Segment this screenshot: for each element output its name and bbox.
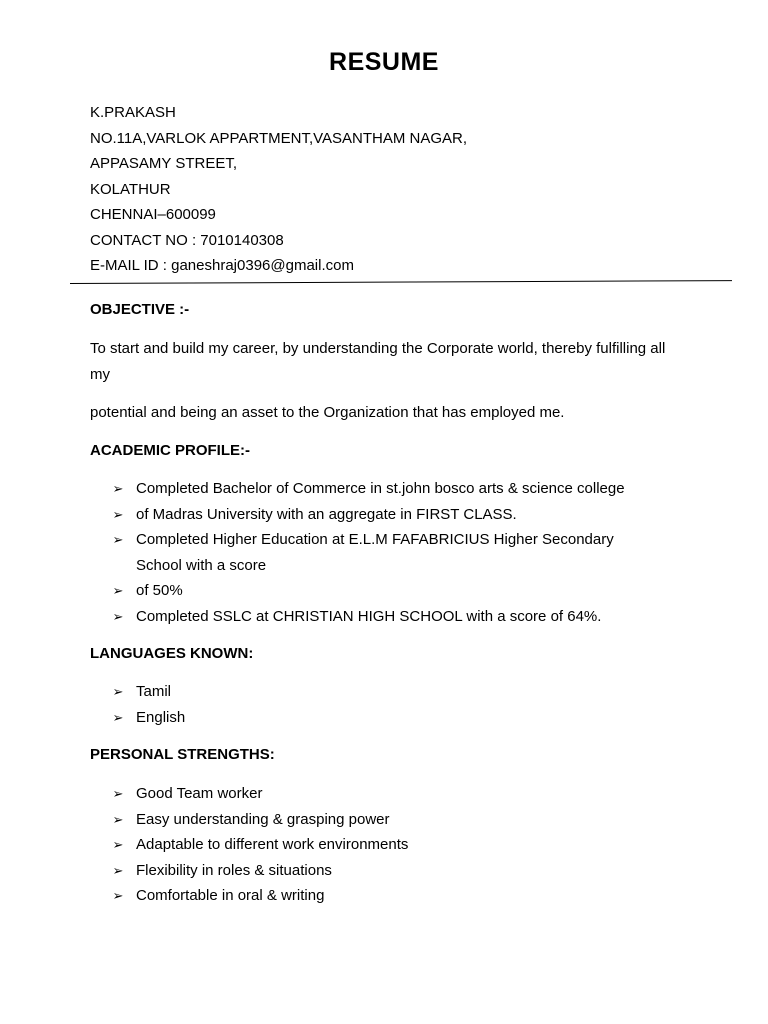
email-id: E-MAIL ID : ganeshraj0396@gmail.com [90,257,354,274]
arrow-bullet-icon: ➢ [112,481,124,496]
strengths-heading: PERSONAL STRENGTHS: [90,746,275,763]
arrow-bullet-icon: ➢ [112,684,124,699]
list-item: ➢ English [110,705,670,731]
arrow-bullet-icon: ➢ [112,786,124,801]
academic-heading: ACADEMIC PROFILE:- [90,442,250,459]
arrow-bullet-icon: ➢ [112,888,124,903]
list-item: ➢ Completed Higher Education at E.L.M FAFABRICIUS Higher Secondary School with a score [110,527,670,578]
objective-heading: OBJECTIVE :- [90,301,190,318]
candidate-name: K.PRAKASH [90,104,176,121]
list-item: ➢ of Madras University with an aggregate in FIRST CLASS. [110,502,670,528]
list-item: ➢ Flexibility in roles & situations [110,858,670,884]
list-item: ➢ Completed Bachelor of Commerce in st.john bosco arts & science college [110,476,670,502]
arrow-bullet-icon: ➢ [112,709,124,725]
list-item: ➢ Good Team worker [110,781,670,807]
arrow-bullet-icon: ➢ [112,506,124,522]
address-line-2: APPASAMY STREET, [90,155,237,172]
strengths-list [110,781,670,909]
address-line-4: CHENNAI–600099 [90,206,216,223]
arrow-bullet-icon: ➢ [112,583,124,598]
arrow-bullet-icon: ➢ [112,811,124,827]
address-line-1: NO.11A,VARLOK APPARTMENT,VASANTHAM NAGAR, [90,129,468,147]
list-item: ➢ Tamil [110,679,670,705]
arrow-bullet-icon: ➢ [112,532,124,547]
arrow-bullet-icon: ➢ [112,608,124,624]
objective-text-2: potential and being an asset to the Organization that has employed me. [90,404,565,421]
languages-list [110,679,670,730]
list-item: ➢ Adaptable to different work environments [110,832,670,858]
academic-list [110,476,670,629]
address-line-3: KOLATHUR [90,180,171,198]
list-item: ➢ Completed SSLC at CHRISTIAN HIGH SCHOOL with a score of 64%. [110,604,670,630]
page-title: RESUME [329,48,439,76]
list-item: ➢ Comfortable in oral & writing [110,883,670,909]
contact-block [90,100,467,279]
languages-heading: LANGUAGES KNOWN: [90,645,254,662]
arrow-bullet-icon: ➢ [112,837,124,852]
contact-number: CONTACT NO : 7010140308 [90,231,284,249]
list-item: ➢ of 50% [110,578,670,604]
objective-text-1: To start and build my career, by understanding the Corporate world, thereby fulfilling all my [90,340,666,383]
arrow-bullet-icon: ➢ [112,862,124,878]
divider-line [70,280,732,284]
list-item: ➢ Easy understanding & grasping power [110,807,670,833]
